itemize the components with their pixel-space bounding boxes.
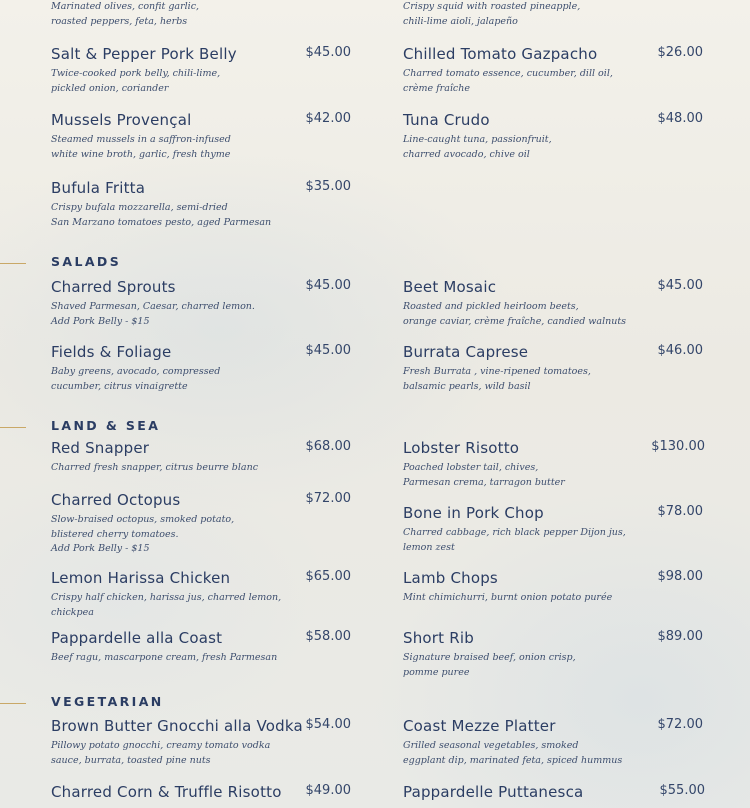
item-price: $45.00 [305,343,351,358]
item-name: Lemon Harissa Chicken [51,569,231,587]
desc-line: Crispy half chicken, harissa jus, charred lemon, [51,592,282,603]
item-price: $68.00 [305,439,351,454]
desc-line: blistered cherry tomatoes. [51,528,179,540]
item-price: $26.00 [657,45,703,60]
desc-line: Charred fresh snapper, citrus beurre blanc [51,462,259,473]
desc-line: white wine broth, garlic, fresh thyme [51,148,231,160]
desc-line: Baby greens, avocado, compressed [51,366,221,377]
desc-line: Twice-cooked pork belly, chili-lime, [51,68,221,79]
item-description [51,651,351,666]
desc-line-1: Marinated olives, confit garlic, [51,1,200,12]
item-price: $35.00 [305,179,351,194]
desc-line-2: chili-lime aioli, jalapeño [403,15,518,27]
item-description [51,0,351,29]
desc-line-1: Crispy squid with roasted pineapple, [403,1,581,12]
item-price: $54.00 [305,717,351,732]
item-price: $89.00 [657,629,703,644]
desc-line: Pillowy potato gnocchi, creamy tomato vodka [51,740,271,751]
desc-line: San Marzano tomatoes pesto, aged Parmesan [51,216,272,228]
section-divider-rule [0,427,26,428]
item-name: Bone in Pork Chop [403,504,544,522]
item-description [51,67,351,96]
item-description [403,67,703,96]
item-description [403,300,703,329]
item-price: $65.00 [305,569,351,584]
item-name: Bufula Fritta [51,179,146,197]
desc-line: Charred cabbage, rich black pepper Dijon jus, [403,527,626,538]
item-price: $72.00 [657,717,703,732]
item-description [51,461,351,476]
item-price: $45.00 [305,278,351,293]
desc-line: Parmesan crema, tarragon butter [403,476,565,488]
item-description [403,739,703,768]
item-description [403,651,703,680]
desc-line: Charred tomato essence, cucumber, dill oil, [403,68,613,79]
item-name: Charred Octopus [51,491,181,509]
desc-line: pomme puree [403,666,470,678]
item-price: $72.00 [305,491,351,506]
item-price: $130.00 [651,439,705,454]
desc-line: Signature braised beef, onion crisp, [403,652,576,663]
desc-line: Steamed mussels in a saffron-infused [51,134,231,145]
item-name: Beet Mosaic [403,278,497,296]
desc-line: chickpea [51,606,94,618]
item-price: $55.00 [659,783,705,798]
desc-line: sauce, burrata, toasted pine nuts [51,754,211,766]
desc-line: Roasted and pickled heirloom beets, [403,301,579,312]
desc-line: Slow-braised octopus, smoked potato, [51,514,235,525]
item-description [51,513,351,557]
item-price: $98.00 [657,569,703,584]
item-name: Pappardelle alla Coast [51,629,223,647]
desc-line: pickled onion, coriander [51,82,169,94]
item-price: $46.00 [657,343,703,358]
item-description [51,300,351,329]
item-name: Lamb Chops [403,569,498,587]
item-price: $49.00 [305,783,351,798]
item-description [403,591,703,606]
item-name: Brown Butter Gnocchi alla Vodka [51,717,303,735]
item-name: Charred Sprouts [51,278,176,296]
item-price: $58.00 [305,629,351,644]
desc-line: Shaved Parmesan, Caesar, charred lemon. [51,301,255,312]
item-description [403,0,703,29]
desc-line: Mint chimichurri, burnt onion potato purée [403,592,613,603]
desc-line: Poached lobster tail, chives, [403,462,539,473]
item-name: Burrata Caprese [403,343,529,361]
item-price: $78.00 [657,504,703,519]
item-price: $45.00 [657,278,703,293]
section-divider-rule [0,263,26,264]
desc-line: Add Pork Belly - $15 [51,315,150,327]
desc-line: orange caviar, crème fraîche, candied walnuts [403,315,627,327]
item-name: Tuna Crudo [403,111,490,129]
section-heading-land-sea: LAND & SEA [51,418,161,433]
item-name: Short Rib [403,629,474,647]
item-name: Lobster Risotto [403,439,520,457]
item-description [51,133,351,162]
desc-line: eggplant dip, marinated feta, spiced hummus [403,754,623,766]
item-price: $45.00 [305,45,351,60]
item-name: Fields & Foliage [51,343,172,361]
item-description [51,591,351,620]
desc-line: Beef ragu, mascarpone cream, fresh Parmesan [51,652,278,663]
section-divider-rule [0,703,26,704]
desc-line: Add Pork Belly - $15 [51,543,150,554]
item-name: Pappardelle Puttanesca [403,783,584,801]
section-heading-vegetarian: VEGETARIAN [51,694,164,709]
item-name: Salt & Pepper Pork Belly [51,45,237,63]
item-description [403,461,703,490]
item-description [403,365,703,394]
item-description [51,365,351,394]
desc-line-2: roasted peppers, feta, herbs [51,15,188,27]
item-description [403,133,703,162]
item-name: Coast Mezze Platter [403,717,556,735]
desc-line: balsamic pearls, wild basil [403,380,531,392]
item-description [51,739,351,768]
item-price: $48.00 [657,111,703,126]
desc-line: Crispy bufala mozzarella, semi-dried [51,202,228,213]
item-description [403,526,703,555]
section-heading-salads: SALADS [51,254,122,269]
desc-line: Line-caught tuna, passionfruit, [403,134,552,145]
desc-line: crème fraîche [403,82,470,94]
item-price: $42.00 [305,111,351,126]
desc-line: cucumber, citrus vinaigrette [51,380,188,392]
item-name: Mussels Provençal [51,111,192,129]
desc-line: Grilled seasonal vegetables, smoked [403,740,579,751]
item-description [51,201,351,230]
desc-line: lemon zest [403,541,455,553]
item-name: Chilled Tomato Gazpacho [403,45,598,63]
desc-line: charred avocado, chive oil [403,148,530,160]
item-name: Charred Corn & Truffle Risotto [51,783,282,801]
desc-line: Fresh Burrata , vine-ripened tomatoes, [403,366,591,377]
item-name: Red Snapper [51,439,150,457]
